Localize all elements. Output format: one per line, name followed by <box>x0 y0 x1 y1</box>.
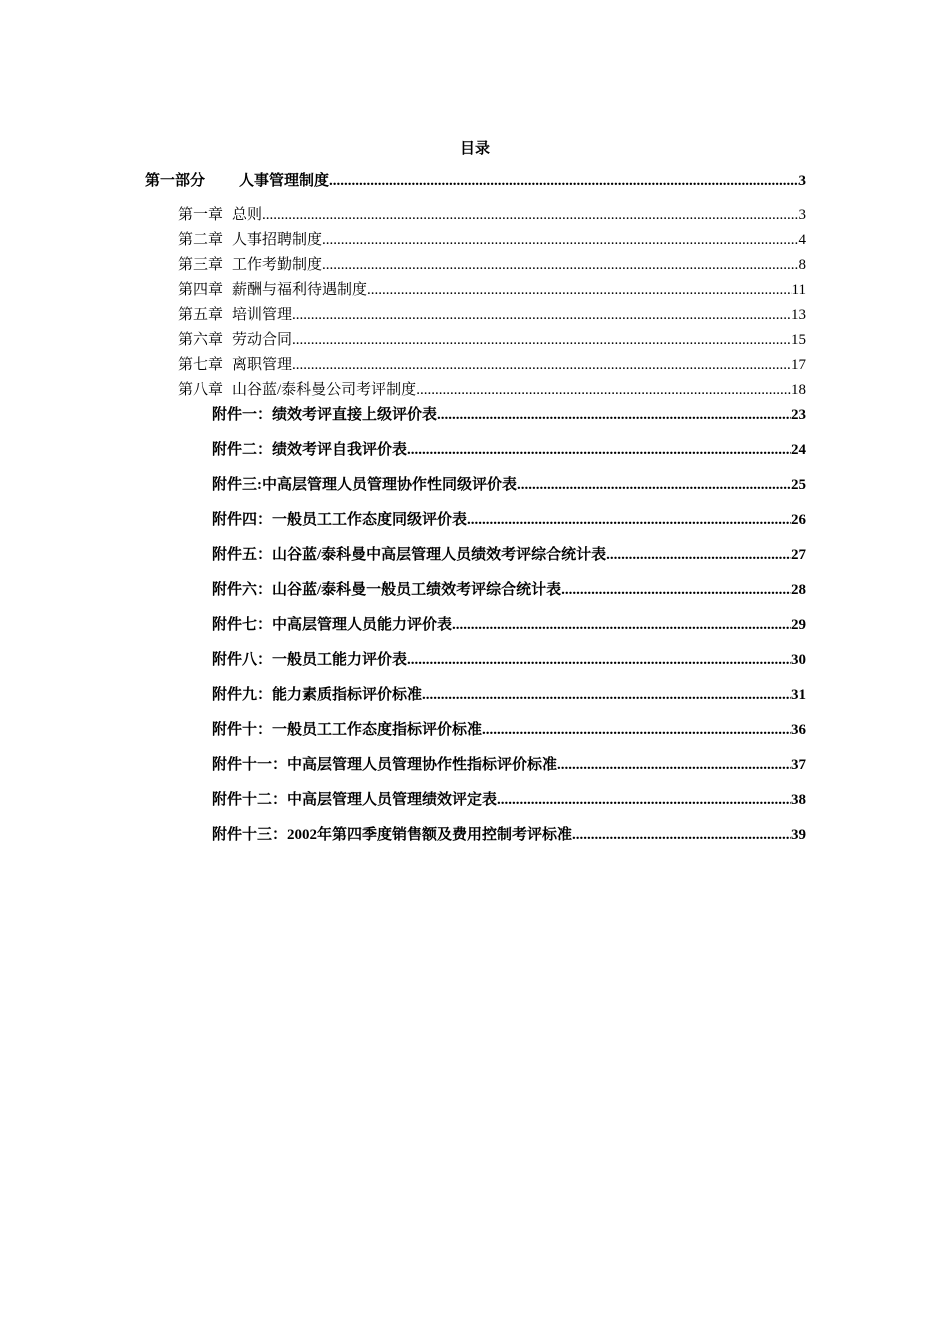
toc-page-number: 18 <box>791 382 806 398</box>
toc-page-number: 30 <box>791 652 806 668</box>
toc-leader-dots <box>292 355 791 375</box>
toc-appendix-label: 附件二：绩效考评自我评价表 <box>212 442 408 458</box>
toc-chapter-name: 劳动合同 <box>232 332 293 348</box>
toc-chapter-label <box>178 255 322 275</box>
toc-page-number: 24 <box>791 442 806 458</box>
toc-chapter-name: 离职管理 <box>232 357 293 373</box>
toc-appendix-entry[interactable] <box>212 755 806 775</box>
toc-appendix-entry[interactable] <box>212 510 806 530</box>
toc-page-number: 3 <box>798 173 806 189</box>
toc-leader-dots <box>262 205 798 225</box>
toc-page-number: 15 <box>791 332 806 348</box>
toc-appendix-label: 附件五：山谷蓝/泰科曼中高层管理人员绩效考评综合统计表 <box>212 547 607 563</box>
toc-chapter-number: 第八章 <box>178 382 224 398</box>
toc-page-number: 4 <box>798 232 806 248</box>
toc-chapter-name: 培训管理 <box>232 307 293 323</box>
toc-part-number: 第一部分 <box>145 173 206 189</box>
toc-appendix-label: 附件三:中高层管理人员管理协作性同级评价表 <box>212 477 517 493</box>
toc-chapter-label <box>178 305 292 325</box>
toc-leader-dots <box>422 685 791 705</box>
toc-title: 目录 <box>459 141 490 157</box>
toc-part-name: 人事管理制度 <box>239 173 330 189</box>
toc-chapter-entry[interactable] <box>178 380 806 400</box>
toc-appendix-label: 附件四：一般员工工作态度同级评价表 <box>212 512 468 528</box>
toc-leader-dots <box>557 755 791 775</box>
toc-appendix-entry[interactable] <box>212 440 806 460</box>
toc-appendix-entry[interactable] <box>212 790 806 810</box>
toc-appendix-label: 附件七：中高层管理人员能力评价表 <box>212 617 453 633</box>
toc-appendix-entry[interactable] <box>212 545 806 565</box>
toc-chapter-entry[interactable] <box>178 330 806 350</box>
toc-appendix-entry[interactable] <box>212 475 806 495</box>
toc-chapter-number: 第三章 <box>178 257 224 273</box>
toc-chapter-label <box>178 380 416 400</box>
toc-appendix-entry[interactable] <box>212 685 806 705</box>
toc-page-number: 3 <box>798 207 806 223</box>
toc-chapter-label <box>178 230 322 250</box>
toc-chapter-number: 第七章 <box>178 357 224 373</box>
toc-chapter-entry[interactable] <box>178 230 806 250</box>
toc-chapter-name: 人事招聘制度 <box>232 232 323 248</box>
toc-appendix-label: 附件六：山谷蓝/泰科曼一般员工绩效考评综合统计表 <box>212 582 562 598</box>
toc-leader-dots <box>517 475 791 495</box>
toc-appendix-label: 附件九：能力素质指标评价标准 <box>212 687 423 703</box>
toc-page-number: 39 <box>791 827 806 843</box>
toc-chapter-entry[interactable] <box>178 305 806 325</box>
toc-page-number: 17 <box>791 357 806 373</box>
toc-leader-dots <box>407 650 791 670</box>
toc-appendix-entry[interactable] <box>212 650 806 670</box>
toc-chapter-number: 第六章 <box>178 332 224 348</box>
toc-chapter-number: 第二章 <box>178 232 224 248</box>
toc-page-number: 23 <box>791 407 806 423</box>
toc-leader-dots <box>416 380 791 400</box>
toc-appendix-label: 附件十：一般员工工作态度指标评价标准 <box>212 722 483 738</box>
toc-page-number: 25 <box>791 477 806 493</box>
toc-chapter-entry[interactable] <box>178 255 806 275</box>
toc-chapter-entry[interactable] <box>178 355 806 375</box>
toc-leader-dots <box>367 280 792 300</box>
toc-appendix-label: 附件八：一般员工能力评价表 <box>212 652 408 668</box>
toc-page-number: 8 <box>798 257 806 273</box>
toc-part-entry[interactable] <box>145 171 806 191</box>
toc-appendix-label: 附件十三：2002年第四季度销售额及费用控制考评标准 <box>212 827 573 843</box>
toc-page-number: 11 <box>791 282 806 298</box>
toc-appendix-entry[interactable] <box>212 825 806 845</box>
toc-leader-dots <box>497 790 791 810</box>
toc-leader-dots <box>292 330 791 350</box>
toc-chapter-number: 第四章 <box>178 282 224 298</box>
toc-leader-dots <box>452 615 791 635</box>
toc-chapter-name: 工作考勤制度 <box>232 257 323 273</box>
toc-page-number: 13 <box>791 307 806 323</box>
toc-page-number: 26 <box>791 512 806 528</box>
toc-chapter-number: 第一章 <box>178 207 224 223</box>
toc-chapter-name: 山谷蓝/泰科曼公司考评制度 <box>232 382 417 398</box>
toc-chapter-label <box>178 330 292 350</box>
toc-chapter-entry[interactable] <box>178 280 806 300</box>
toc-leader-dots <box>482 720 791 740</box>
toc-chapter-name: 薪酬与福利待遇制度 <box>232 282 368 298</box>
toc-appendix-entry[interactable] <box>212 580 806 600</box>
toc-leader-dots <box>467 510 791 530</box>
toc-appendix-entry[interactable] <box>212 615 806 635</box>
toc-leader-dots <box>329 171 798 191</box>
toc-leader-dots <box>606 545 791 565</box>
toc-page-number: 27 <box>791 547 806 563</box>
toc-chapter-entry[interactable] <box>178 205 806 225</box>
toc-chapter-label <box>178 355 292 375</box>
toc-chapter-number: 第五章 <box>178 307 224 323</box>
toc-leader-dots <box>322 230 798 250</box>
toc-page-number: 36 <box>791 722 806 738</box>
toc-appendix-entry[interactable] <box>212 720 806 740</box>
toc-leader-dots <box>407 440 791 460</box>
toc-leader-dots <box>292 305 791 325</box>
toc-appendix-label: 附件十二：中高层管理人员管理绩效评定表 <box>212 792 498 808</box>
toc-page-number: 38 <box>791 792 806 808</box>
toc-appendix-label: 附件一：绩效考评直接上级评价表 <box>212 407 438 423</box>
toc-page-number: 31 <box>791 687 806 703</box>
toc-chapter-label <box>178 205 262 225</box>
toc-page-number: 28 <box>791 582 806 598</box>
toc-leader-dots <box>561 580 791 600</box>
toc-leader-dots <box>572 825 791 845</box>
toc-appendix-entry[interactable] <box>212 405 806 425</box>
toc-page-number: 29 <box>791 617 806 633</box>
toc-chapter-name: 总则 <box>232 207 263 223</box>
toc-appendix-label: 附件十一：中高层管理人员管理协作性指标评价标准 <box>212 757 558 773</box>
toc-page-number: 37 <box>791 757 806 773</box>
toc-leader-dots <box>322 255 798 275</box>
toc-chapter-label <box>178 280 367 300</box>
toc-leader-dots <box>437 405 791 425</box>
toc-part-label <box>145 171 329 191</box>
